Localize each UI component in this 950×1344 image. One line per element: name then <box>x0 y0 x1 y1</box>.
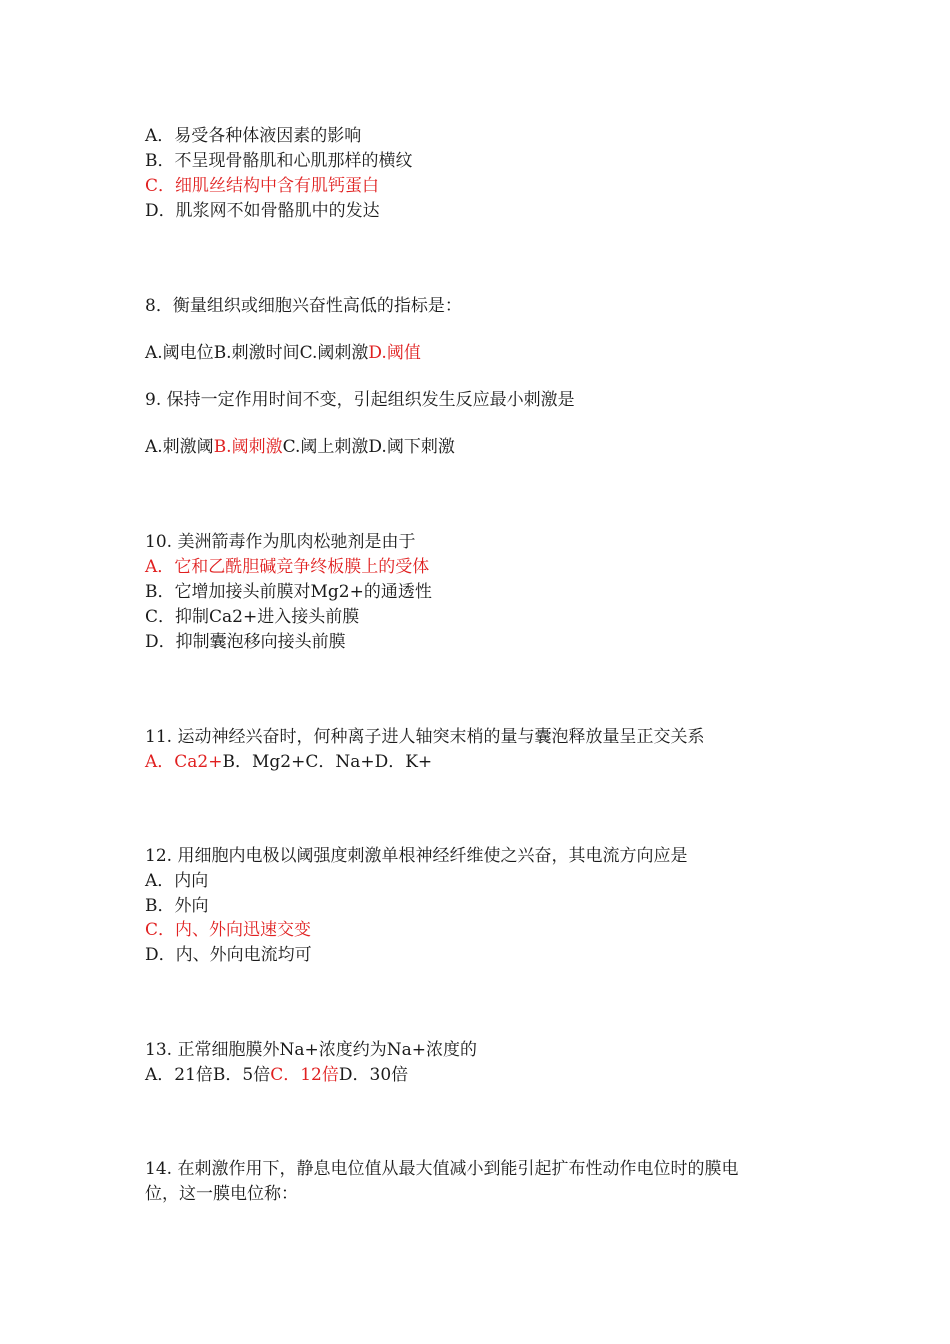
q13-option-d: D．30倍 <box>338 1065 409 1085</box>
q13-options <box>145 1063 408 1087</box>
q11-option-d: D．K+ <box>374 752 433 772</box>
q9-option-a: A.刺激阈 <box>145 437 214 457</box>
q11-option-a-answer: A．Ca2+ <box>145 752 223 772</box>
q9-question: 9. 保持一定作用时间不变，引起组织发生反应最小刺激是 <box>145 390 575 410</box>
q12-option-a: A．内向 <box>145 871 209 891</box>
q9-option-d: D.阈下刺激 <box>368 437 455 457</box>
q7-option-b: B．不呈现骨骼肌和心肌那样的横纹 <box>145 151 413 171</box>
q14-question-line1: 14. 在刺激作用下，静息电位值从最大值减小到能引起扩布性动作电位时的膜电 <box>145 1159 739 1179</box>
q10-option-c: C．抑制Ca2+进入接头前膜 <box>145 607 360 627</box>
q13-option-a: A．21倍 <box>145 1065 213 1085</box>
q8-option-d-answer: D.阈值 <box>368 343 421 363</box>
q10-option-b: B．它增加接头前膜对Mg2+的通透性 <box>145 582 432 602</box>
q11-option-c: C．Na+ <box>305 752 375 772</box>
q9-option-b-answer: B.阈刺激 <box>213 437 283 457</box>
q11-option-b: B．Mg2+ <box>222 752 306 772</box>
q8-option-b: B.刺激时间 <box>213 343 300 363</box>
q10-option-d: D．抑制囊泡移向接头前膜 <box>145 632 346 652</box>
q7-option-d: D．肌浆网不如骨骼肌中的发达 <box>145 201 380 221</box>
q11-options <box>145 750 432 774</box>
q7-option-c-answer: C．细肌丝结构中含有肌钙蛋白 <box>145 176 380 196</box>
q12-option-d: D．内、外向电流均可 <box>145 945 312 965</box>
q9-options <box>145 435 455 459</box>
q8-question: 8．衡量组织或细胞兴奋性高低的指标是： <box>145 296 462 316</box>
q8-option-a: A.阈电位 <box>145 343 214 363</box>
q7-option-a: A．易受各种体液因素的影响 <box>145 126 362 146</box>
q8-options <box>145 341 421 365</box>
q13-option-c-answer: C．12倍 <box>270 1065 339 1085</box>
q10-option-a-answer: A．它和乙酰胆碱竞争终板膜上的受体 <box>145 557 430 577</box>
q13-option-b: B．5倍 <box>212 1065 271 1085</box>
q10-question: 10. 美洲箭毒作为肌肉松驰剂是由于 <box>145 532 416 552</box>
q11-question: 11. 运动神经兴奋时，何种离子进人轴突末梢的量与囊泡释放量呈正交关系 <box>145 727 705 747</box>
q12-question: 12. 用细胞内电极以阈强度刺激单根神经纤维使之兴奋，其电流方向应是 <box>145 846 688 866</box>
q13-question: 13. 正常细胞膜外Na+浓度约为Na+浓度的 <box>145 1040 477 1060</box>
q12-option-c-answer: C．内、外向迅速交变 <box>145 920 312 940</box>
q8-option-c: C.阈刺激 <box>299 343 369 363</box>
q12-option-b: B．外向 <box>145 896 209 916</box>
q9-option-c: C.阈上刺激 <box>282 437 369 457</box>
q14-question-line2: 位，这一膜电位称： <box>145 1184 298 1204</box>
